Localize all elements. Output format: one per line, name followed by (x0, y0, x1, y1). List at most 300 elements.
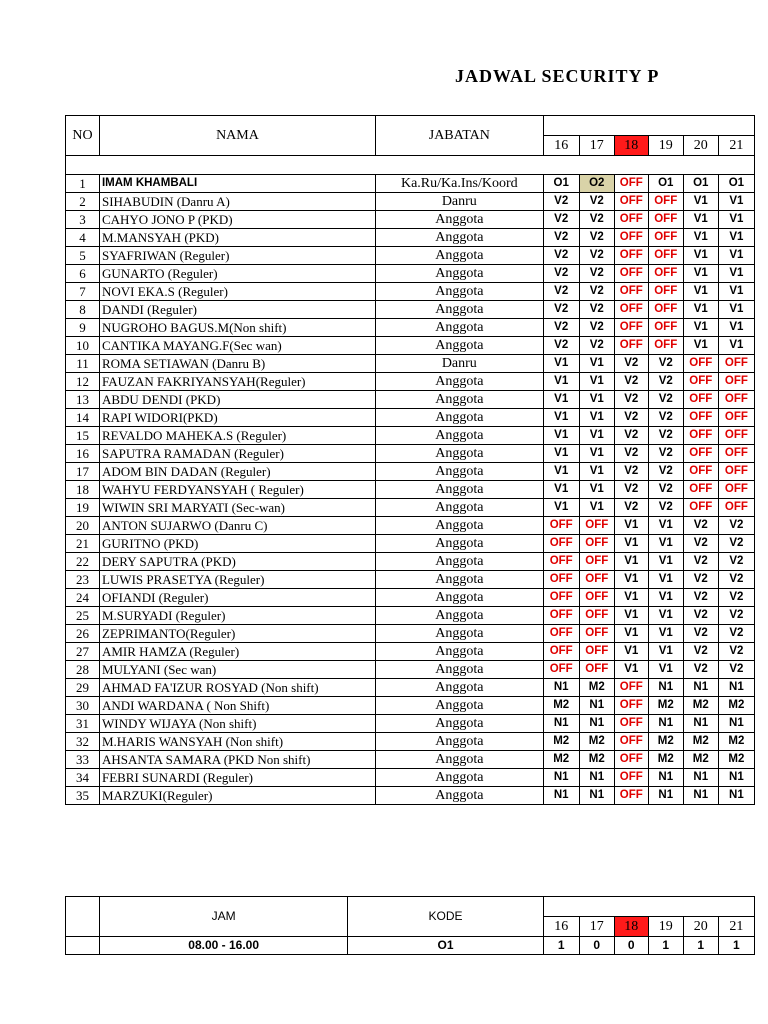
shift-cell: N1 (543, 715, 579, 733)
day-header-19: 19 (648, 136, 683, 156)
shift-cell: OFF (614, 247, 648, 265)
shift-cell: V2 (579, 337, 614, 355)
employee-jabatan: Anggota (375, 427, 543, 445)
shift-cell: M2 (718, 751, 754, 769)
shift-cell: OFF (718, 391, 754, 409)
legend-count: 1 (543, 937, 579, 955)
day-header-18: 18 (614, 136, 648, 156)
shift-cell: OFF (648, 301, 683, 319)
shift-cell: V2 (543, 193, 579, 211)
employee-name: OFIANDI (Reguler) (99, 589, 375, 607)
row-number: 22 (66, 553, 100, 571)
shift-cell: V1 (718, 247, 754, 265)
shift-cell: V2 (614, 445, 648, 463)
day-header-19: 19 (648, 917, 683, 937)
row-number: 11 (66, 355, 100, 373)
table-row (66, 319, 755, 337)
table-row (66, 589, 755, 607)
employee-jabatan: Ka.Ru/Ka.Ins/Koord (375, 175, 543, 193)
employee-jabatan: Anggota (375, 517, 543, 535)
day-header-20: 20 (683, 136, 718, 156)
table-row (66, 175, 755, 193)
shift-cell: V1 (648, 589, 683, 607)
schedule-table-wrapper (65, 115, 768, 805)
shift-cell: V1 (579, 427, 614, 445)
shift-cell: V1 (579, 355, 614, 373)
shift-cell: N1 (543, 787, 579, 805)
shift-cell: V1 (683, 229, 718, 247)
employee-name: AMIR HAMZA (Reguler) (99, 643, 375, 661)
shift-cell: V2 (683, 607, 718, 625)
row-number: 30 (66, 697, 100, 715)
employee-name: M.MANSYAH (PKD) (99, 229, 375, 247)
shift-cell: OFF (683, 499, 718, 517)
legend-row-blank (66, 937, 100, 955)
shift-cell: V1 (614, 517, 648, 535)
employee-jabatan: Danru (375, 355, 543, 373)
shift-cell: OFF (614, 301, 648, 319)
shift-cell: V2 (718, 661, 754, 679)
shift-cell: V1 (718, 265, 754, 283)
employee-name: ROMA SETIAWAN (Danru B) (99, 355, 375, 373)
shift-cell: V2 (648, 427, 683, 445)
table-row (66, 499, 755, 517)
employee-jabatan: Anggota (375, 571, 543, 589)
shift-cell: V2 (648, 355, 683, 373)
employee-jabatan: Anggota (375, 409, 543, 427)
row-number: 33 (66, 751, 100, 769)
shift-cell: N1 (648, 679, 683, 697)
employee-name: MARZUKI(Reguler) (99, 787, 375, 805)
shift-cell: OFF (683, 391, 718, 409)
shift-cell: OFF (614, 733, 648, 751)
shift-cell: V1 (648, 661, 683, 679)
shift-cell: V2 (683, 553, 718, 571)
employee-jabatan: Anggota (375, 265, 543, 283)
employee-name: FEBRI SUNARDI (Reguler) (99, 769, 375, 787)
table-row (66, 229, 755, 247)
shift-cell: M2 (718, 733, 754, 751)
row-number: 31 (66, 715, 100, 733)
shift-cell: OFF (648, 265, 683, 283)
shift-cell: N1 (683, 679, 718, 697)
shift-cell: OFF (683, 445, 718, 463)
header-jabatan: JABATAN (375, 116, 543, 156)
shift-cell: V2 (579, 265, 614, 283)
shift-cell: N1 (718, 715, 754, 733)
shift-cell: OFF (543, 607, 579, 625)
table-row (66, 751, 755, 769)
row-number: 35 (66, 787, 100, 805)
employee-name: SIHABUDIN (Danru A) (99, 193, 375, 211)
shift-cell: V2 (579, 301, 614, 319)
shift-cell: V1 (718, 193, 754, 211)
legend-kode: O1 (348, 937, 543, 955)
page-title: JADWAL SECURITY P (455, 66, 660, 86)
employee-jabatan: Anggota (375, 445, 543, 463)
employee-name: WAHYU FERDYANSYAH ( Reguler) (99, 481, 375, 499)
shift-cell: OFF (614, 337, 648, 355)
row-number: 25 (66, 607, 100, 625)
shift-cell: V1 (648, 517, 683, 535)
employee-name: M.SURYADI (Reguler) (99, 607, 375, 625)
shift-cell: OFF (718, 481, 754, 499)
legend-count: 0 (579, 937, 614, 955)
shift-cell: M2 (579, 751, 614, 769)
shift-cell: M2 (683, 733, 718, 751)
shift-cell: V1 (579, 391, 614, 409)
row-number: 5 (66, 247, 100, 265)
row-number: 34 (66, 769, 100, 787)
shift-cell: V2 (648, 445, 683, 463)
row-number: 26 (66, 625, 100, 643)
shift-cell: OFF (579, 571, 614, 589)
shift-cell: V1 (543, 463, 579, 481)
table-row (66, 211, 755, 229)
shift-cell: V2 (543, 337, 579, 355)
shift-cell: OFF (718, 409, 754, 427)
shift-cell: OFF (543, 535, 579, 553)
row-number: 17 (66, 463, 100, 481)
table-row (66, 643, 755, 661)
employee-jabatan: Anggota (375, 463, 543, 481)
employee-jabatan: Anggota (375, 535, 543, 553)
shift-cell: OFF (579, 535, 614, 553)
shift-cell: OFF (579, 625, 614, 643)
employee-jabatan: Anggota (375, 391, 543, 409)
shift-cell: OFF (614, 229, 648, 247)
employee-jabatan: Anggota (375, 319, 543, 337)
shift-cell: V2 (614, 355, 648, 373)
row-number: 6 (66, 265, 100, 283)
legend-count: 1 (718, 937, 754, 955)
day-header-21: 21 (718, 136, 754, 156)
legend-row (66, 937, 755, 955)
shift-cell: N1 (579, 697, 614, 715)
shift-cell: V1 (718, 283, 754, 301)
shift-cell: V2 (543, 211, 579, 229)
shift-cell: O1 (718, 175, 754, 193)
shift-cell: V2 (614, 391, 648, 409)
shift-cell: V2 (718, 553, 754, 571)
shift-cell: V2 (614, 463, 648, 481)
shift-cell: M2 (648, 733, 683, 751)
shift-cell: V2 (614, 427, 648, 445)
employee-jabatan: Anggota (375, 283, 543, 301)
row-number: 2 (66, 193, 100, 211)
shift-cell: OFF (543, 553, 579, 571)
day-header-21: 21 (718, 917, 754, 937)
shift-cell: N1 (579, 787, 614, 805)
shift-cell: V1 (648, 553, 683, 571)
shift-cell: N1 (718, 679, 754, 697)
shift-cell: N1 (683, 715, 718, 733)
shift-cell: V2 (648, 373, 683, 391)
shift-cell: OFF (648, 319, 683, 337)
shift-cell: O1 (543, 175, 579, 193)
table-row (66, 679, 755, 697)
employee-name: ABDU DENDI (PKD) (99, 391, 375, 409)
shift-cell: V1 (718, 229, 754, 247)
shift-cell: M2 (579, 733, 614, 751)
shift-cell: V2 (648, 409, 683, 427)
shift-cell: OFF (648, 229, 683, 247)
table-row (66, 517, 755, 535)
table-row (66, 301, 755, 319)
shift-cell: V2 (579, 283, 614, 301)
table-row (66, 355, 755, 373)
shift-cell: V2 (718, 589, 754, 607)
shift-cell: V1 (579, 481, 614, 499)
employee-name: AHSANTA SAMARA (PKD Non shift) (99, 751, 375, 769)
shift-cell: V2 (579, 319, 614, 337)
shift-cell: V2 (683, 535, 718, 553)
row-number: 10 (66, 337, 100, 355)
shift-cell: V2 (614, 481, 648, 499)
shift-cell: V1 (543, 445, 579, 463)
shift-cell: V1 (683, 247, 718, 265)
shift-cell: V1 (648, 643, 683, 661)
row-number: 21 (66, 535, 100, 553)
table-row (66, 769, 755, 787)
shift-cell: N1 (648, 715, 683, 733)
shift-cell: V1 (614, 607, 648, 625)
shift-cell: M2 (579, 679, 614, 697)
shift-cell: V1 (648, 535, 683, 553)
day-header-20: 20 (683, 917, 718, 937)
day-header-17: 17 (579, 136, 614, 156)
shift-cell: V2 (579, 229, 614, 247)
shift-cell: V1 (614, 553, 648, 571)
shift-cell: OFF (648, 193, 683, 211)
legend-kode-header: KODE (348, 897, 543, 937)
shift-cell: M2 (683, 751, 718, 769)
legend-header-row (66, 897, 755, 917)
employee-jabatan: Anggota (375, 679, 543, 697)
shift-cell: N1 (648, 787, 683, 805)
shift-cell: V2 (683, 661, 718, 679)
employee-jabatan: Anggota (375, 247, 543, 265)
shift-cell: OFF (683, 481, 718, 499)
shift-cell: M2 (543, 751, 579, 769)
shift-cell: O1 (648, 175, 683, 193)
shift-cell: V1 (579, 445, 614, 463)
shift-cell: N1 (683, 769, 718, 787)
legend-date-band (543, 897, 754, 917)
shift-cell: M2 (648, 697, 683, 715)
table-row (66, 697, 755, 715)
table-row (66, 733, 755, 751)
shift-cell: OFF (614, 787, 648, 805)
employee-name: LUWIS PRASETYA (Reguler) (99, 571, 375, 589)
shift-cell: OFF (543, 661, 579, 679)
employee-name: SYAFRIWAN (Reguler) (99, 247, 375, 265)
row-number: 14 (66, 409, 100, 427)
employee-jabatan: Anggota (375, 769, 543, 787)
table-row (66, 553, 755, 571)
employee-name: FAUZAN FAKRIYANSYAH(Reguler) (99, 373, 375, 391)
row-number: 32 (66, 733, 100, 751)
employee-jabatan: Anggota (375, 697, 543, 715)
employee-jabatan: Anggota (375, 301, 543, 319)
shift-cell: OFF (648, 337, 683, 355)
shift-cell: V2 (614, 499, 648, 517)
employee-name: ANDI WARDANA ( Non Shift) (99, 697, 375, 715)
day-header-17: 17 (579, 917, 614, 937)
row-number: 20 (66, 517, 100, 535)
shift-cell: V1 (648, 607, 683, 625)
employee-name: ANTON SUJARWO (Danru C) (99, 517, 375, 535)
shift-cell: OFF (648, 247, 683, 265)
shift-cell: V2 (683, 517, 718, 535)
shift-cell: V2 (718, 517, 754, 535)
shift-cell: OFF (579, 661, 614, 679)
shift-cell: V1 (683, 319, 718, 337)
employee-jabatan: Anggota (375, 643, 543, 661)
employee-jabatan: Anggota (375, 553, 543, 571)
shift-cell: V2 (579, 193, 614, 211)
shift-cell: V1 (579, 463, 614, 481)
employee-jabatan: Anggota (375, 337, 543, 355)
shift-cell: OFF (614, 319, 648, 337)
shift-cell: V2 (543, 301, 579, 319)
shift-cell: OFF (614, 265, 648, 283)
legend-jam: 08.00 - 16.00 (99, 937, 347, 955)
shift-cell: V2 (683, 571, 718, 589)
shift-cell: V1 (543, 355, 579, 373)
row-number: 19 (66, 499, 100, 517)
shift-cell: OFF (579, 643, 614, 661)
shift-cell: V1 (614, 661, 648, 679)
shift-cell: V1 (718, 211, 754, 229)
shift-cell: O1 (683, 175, 718, 193)
shift-cell: V2 (579, 211, 614, 229)
shift-cell: OFF (579, 589, 614, 607)
shift-cell: V2 (648, 499, 683, 517)
table-row (66, 607, 755, 625)
row-number: 12 (66, 373, 100, 391)
employee-name: NUGROHO BAGUS.M(Non shift) (99, 319, 375, 337)
row-number: 18 (66, 481, 100, 499)
row-number: 29 (66, 679, 100, 697)
shift-cell: OFF (683, 409, 718, 427)
shift-cell: OFF (614, 283, 648, 301)
employee-name: ADOM BIN DADAN (Reguler) (99, 463, 375, 481)
shift-cell: OFF (648, 211, 683, 229)
shift-cell: V2 (648, 391, 683, 409)
row-number: 4 (66, 229, 100, 247)
shift-cell: OFF (683, 463, 718, 481)
shift-cell: OFF (683, 427, 718, 445)
shift-cell: N1 (543, 679, 579, 697)
legend-count: 1 (683, 937, 718, 955)
shift-cell: V2 (614, 373, 648, 391)
shift-cell: V1 (683, 211, 718, 229)
shift-cell: V1 (614, 535, 648, 553)
shift-cell: OFF (543, 643, 579, 661)
table-row (66, 661, 755, 679)
employee-name: MULYANI (Sec wan) (99, 661, 375, 679)
shift-cell: M2 (543, 697, 579, 715)
employee-jabatan: Anggota (375, 751, 543, 769)
table-row (66, 391, 755, 409)
header-no: NO (66, 116, 100, 156)
spacer-cell (66, 156, 755, 175)
shift-cell: OFF (579, 553, 614, 571)
shift-cell: N1 (579, 715, 614, 733)
shift-cell: OFF (718, 355, 754, 373)
shift-cell: OFF (614, 679, 648, 697)
shift-cell: V1 (543, 427, 579, 445)
shift-cell: V2 (543, 283, 579, 301)
shift-cell: V1 (614, 589, 648, 607)
shift-cell: OFF (614, 715, 648, 733)
shift-cell: V1 (543, 373, 579, 391)
employee-name: GUNARTO (Reguler) (99, 265, 375, 283)
shift-cell: OFF (543, 517, 579, 535)
table-row (66, 427, 755, 445)
employee-jabatan: Anggota (375, 211, 543, 229)
shift-cell: OFF (614, 751, 648, 769)
shift-cell: V2 (543, 319, 579, 337)
shift-cell: OFF (543, 589, 579, 607)
employee-name: RAPI WIDORI(PKD) (99, 409, 375, 427)
row-number: 15 (66, 427, 100, 445)
employee-name: WINDY WIJAYA (Non shift) (99, 715, 375, 733)
shift-cell: M2 (718, 697, 754, 715)
shift-cell: V2 (648, 463, 683, 481)
shift-cell: N1 (718, 787, 754, 805)
row-number: 3 (66, 211, 100, 229)
shift-cell: V2 (683, 643, 718, 661)
day-header-16: 16 (543, 917, 579, 937)
schedule-table (65, 115, 755, 805)
employee-jabatan: Anggota (375, 733, 543, 751)
legend-jam-header: JAM (99, 897, 347, 937)
employee-jabatan: Anggota (375, 607, 543, 625)
employee-jabatan: Anggota (375, 661, 543, 679)
shift-cell: N1 (648, 769, 683, 787)
shift-cell: OFF (614, 193, 648, 211)
shift-cell: V1 (683, 301, 718, 319)
shift-cell: V1 (648, 625, 683, 643)
shift-cell: V1 (579, 373, 614, 391)
row-number: 27 (66, 643, 100, 661)
table-row (66, 247, 755, 265)
row-number: 1 (66, 175, 100, 193)
day-header-16: 16 (543, 136, 579, 156)
employee-jabatan: Anggota (375, 229, 543, 247)
shift-cell: OFF (614, 769, 648, 787)
employee-name: REVALDO MAHEKA.S (Reguler) (99, 427, 375, 445)
table-row (66, 625, 755, 643)
shift-cell: V2 (683, 625, 718, 643)
day-header-18: 18 (614, 917, 648, 937)
shift-cell: V1 (683, 265, 718, 283)
table-row (66, 535, 755, 553)
shift-cell: V1 (579, 499, 614, 517)
shift-cell: V1 (683, 337, 718, 355)
shift-cell: V1 (614, 571, 648, 589)
table-row (66, 445, 755, 463)
table-row (66, 787, 755, 805)
shift-cell: OFF (579, 517, 614, 535)
employee-name: DERY SAPUTRA (PKD) (99, 553, 375, 571)
shift-cell: OFF (718, 463, 754, 481)
table-row (66, 283, 755, 301)
shift-cell: V2 (718, 535, 754, 553)
shift-legend-wrapper (65, 896, 768, 955)
